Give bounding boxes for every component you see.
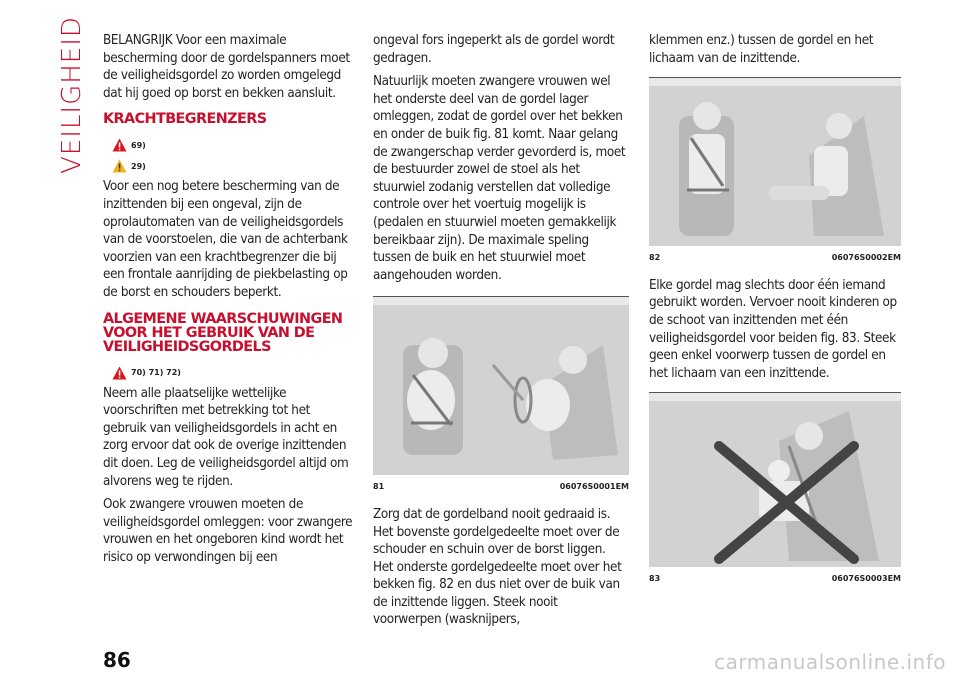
paragraph-zwangere-gordel: Natuurlijk moeten zwangere vrouwen wel het onderste deel van de gordel lager omleggen, zodat de gordel over het bekken en onder de buik fig. 81 komt. Naar gelang de zwangerschap verder gevorderd is, moet de bestuurder zowel de stoel als het stuurwiel zodanig verstellen dat volledige controle over het voertuig mogelijk is (pedalen en stuurwiel moeten gemakkelijk bereikbaar zijn). De maximale speling tussen de buik en het stuurwiel moet aangehouden worden.	[373, 74, 626, 283]
column-3	[649, 32, 901, 598]
figure-82	[649, 77, 901, 246]
figure-code: 06076S0001EM	[559, 482, 629, 492]
figure-number: 82	[649, 253, 661, 263]
caution-reference-number: 29)	[131, 161, 146, 171]
warning-reference	[112, 136, 355, 154]
paragraph-gordelband: Zorg dat de gordelband nooit gedraaid is. Het bovenste gordelgedeelte moet over de schouder en schuin over de borst liggen. Het onderste gordelgedeelte moet over het bekken fig. 82 en dus niet over de buik van de inzittende liggen. Steek nooit voorwerpen (wasknijpers,	[373, 506, 622, 628]
danger-triangle-icon	[112, 366, 127, 380]
figure-code: 06076S0002EM	[831, 253, 901, 263]
caution-triangle-icon	[112, 159, 127, 173]
figure-81-illustration	[373, 305, 629, 475]
warning-reference	[112, 364, 355, 382]
figure-81	[373, 296, 629, 475]
side-section-title-text: VEILIGHEID	[57, 16, 87, 174]
intro-paragraph: BELANGRIJK Voor een maximale bescherming door de gordelspanners moet de veiligheidsgordel zo worden omgelegd dat hij goed op borst en bekken aansluit.	[103, 33, 350, 101]
seated-occupants-seatbelt-illustration	[649, 86, 901, 246]
paragraph-klemmen: klemmen enz.) tussen de gordel en het lichaam van de inzittende.	[649, 33, 874, 66]
figure-83	[649, 392, 901, 567]
figure-83-illustration	[649, 401, 901, 567]
paragraph-een-iemand: Elke gordel mag slechts door één iemand gebruikt worden. Vervoer nooit kinderen op de schoot van inzittenden met één veiligheidsgordel voor beiden fig. 83. Steek geen enkel voorwerp tussen de gordel en het lichaam van een inzittende.	[649, 277, 897, 381]
column-1	[103, 32, 355, 572]
figure-number: 81	[373, 482, 385, 492]
warning-reference-numbers: 70) 71) 72)	[131, 367, 181, 377]
paragraph-krachtbegrenzer: Voor een nog betere bescherming van de inzittenden bij een ongeval, zijn de oprolautomaten van de veiligheidsgordels van de voorstoelen, die van de achterbank voorzien van een krachtbegrenzer die bij een frontale aanrijding de piekbelasting op de borst en schouders beperkt.	[103, 179, 348, 300]
figure-83-caption	[649, 570, 901, 588]
paragraph-wettelijke-voorschriften: Neem alle plaatselijke wettelijke voorschriften met betrekking tot het gebruik van veiligheidsgordels in acht en zorg ervoor dat ook de overige inzittenden dit doen. Leg de veiligheidsgordel altijd om alvorens weg te rijden.	[103, 385, 349, 489]
figure-81-caption	[373, 478, 629, 496]
figure-82-caption	[649, 249, 901, 267]
child-on-lap-prohibited-illustration	[649, 401, 901, 567]
figure-code: 06076S0003EM	[831, 574, 901, 584]
page-number: 86	[103, 648, 131, 672]
section-title-krachtbegrenzers: KRACHTBEGRENZERS	[103, 111, 267, 128]
watermark: carmanualsonline.info	[714, 650, 946, 674]
warning-reference-number: 69)	[131, 140, 146, 150]
paragraph-zwangere-vrouwen: Ook zwangere vrouwen moeten de veiligheidsgordel omleggen: voor zwangere vrouwen en het ongeboren kind wordt het risico op verwondingen bij een	[103, 497, 353, 565]
column-2	[373, 32, 629, 635]
danger-triangle-icon	[112, 138, 127, 152]
figure-number: 83	[649, 574, 661, 584]
paragraph-ongeval: ongeval fors ingeperkt als de gordel wordt gedragen.	[373, 33, 615, 66]
side-section-title	[52, 16, 92, 174]
pregnant-woman-seatbelt-illustration	[373, 305, 629, 475]
section-title-algemene-waarschuwingen: ALGEMENE WAARSCHUWINGEN VOOR HET GEBRUIK VAN DE VEILIGHEIDSGORDELS	[103, 310, 343, 355]
caution-reference	[112, 157, 355, 175]
figure-82-illustration	[649, 86, 901, 246]
